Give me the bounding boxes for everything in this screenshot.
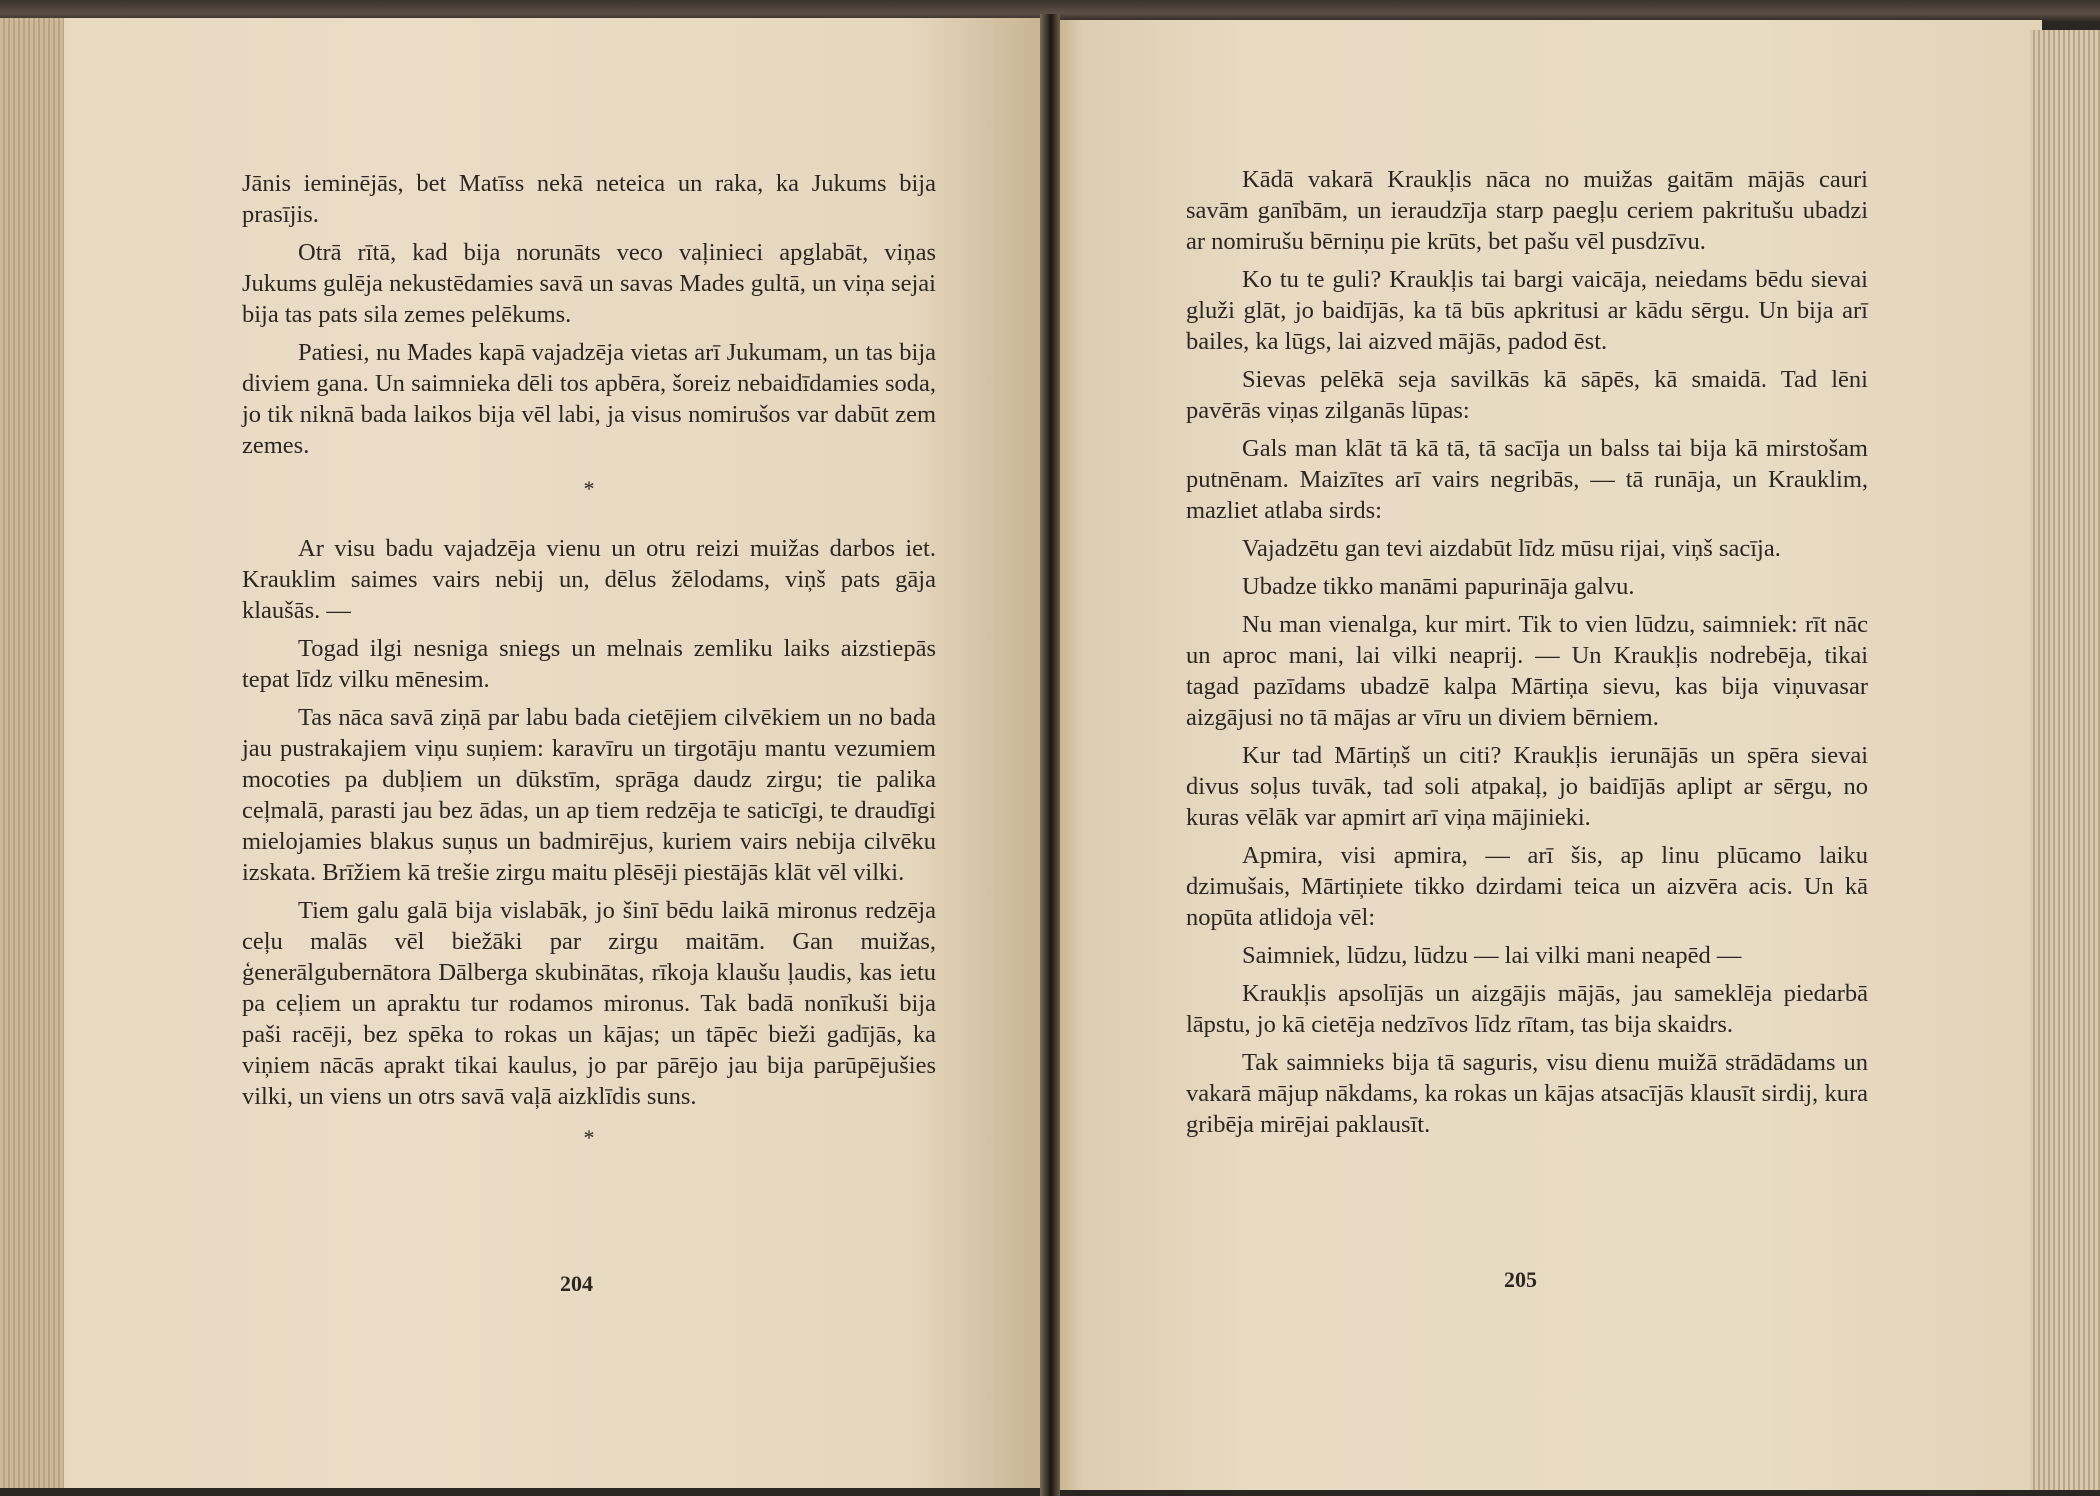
right-page-edges [2030, 30, 2100, 1490]
page-number-left: 204 [560, 1271, 593, 1296]
paragraph: Ar visu badu vajadzēja vienu un otru reizi muižas darbos iet. Krauklim saimes vairs nebij un, dēlus žēlodams, viņš pats gāja klaušās. — [242, 535, 936, 624]
paragraph: Kur tad Mārtiņš un citi? Kraukļis ierunājās un spēra sievai divus soļus tuvāk, tad soli atpakaļ, jo baidījās aplipt ar sērgu, no kuras vēlāk var apmirt arī viņa mājinieki. [1186, 742, 1868, 831]
paragraph: Tak saimnieks bija tā saguris, visu dienu muižā strādādams un vakarā mājup nākdams, ka rokas un kājas atsacījās klausīt sirdij, kura gribēja mirējai paklausīt. [1186, 1049, 1868, 1138]
paragraph: Apmira, visi apmira, — arī šis, ap linu plūcamo laiku dzimušais, Mārtiņiete tikko dzirdami teica un aizvēra acis. Un kā nopūta atlidoja vēl: [1186, 842, 1868, 931]
paragraph: Sievas pelēkā seja savilkās kā sāpēs, kā smaidā. Tad lēni pavērās viņas zilganās lūpas: [1186, 366, 1868, 424]
left-page-edges [0, 18, 64, 1488]
paragraph: Vajadzētu gan tevi aizdabūt līdz mūsu rijai, viņš sacīja. [1242, 535, 1781, 562]
paragraph: Ubadze tikko manāmi papurināja galvu. [1242, 573, 1635, 600]
paragraph: Togad ilgi nesniga sniegs un melnais zemliku laiks aizstiepās tepat līdz vilku mēnesim. [242, 635, 936, 693]
paragraph: Tas nāca savā ziņā par labu bada cietējiem cilvēkiem un no bada jau pustrakajiem viņu suņiem: karavīru un tirgotāju mantu vezumiem mocoties pa dubļiem un dūkstīm, sprāga daudz zirgu; tie palika ceļmalā, parasti jau bez ādas, un ap tiem redzēja te saticīgi, te draudīgi mielojamies blakus suņus un badmirējus, kuriem vairs nebija cilvēku izskata. Brīžiem kā trešie zirgu maitu plēsēji piestājās klāt vēl vilki. [242, 704, 936, 886]
paragraph: Saimniek, lūdzu, lūdzu — lai vilki mani neapēd — [1242, 942, 1742, 969]
paragraph: Nu man vienalga, kur mirt. Tik to vien lūdzu, saimniek: rīt nāc un aproc mani, lai vilki neaprij. — Un Kraukļis nodrebēja, tikai tagad pazīdams ubadzē kalpa Mārtiņa sievu, kas bija viņuvasar aizgājusi no tā mājas ar vīru un diviem bērniem. [1186, 611, 1868, 731]
left-page-text [242, 168, 936, 1182]
paragraph: Kādā vakarā Kraukļis nāca no muižas gaitām mājās cauri savām ganībām, un ieraudzīja starp paegļu ceriem pakritušu ubadzi ar nomirušu bērniņu pie krūts, bet pašu vēl pusdzīvu. [1186, 166, 1868, 255]
paragraph: Jānis ieminējās, bet Matīss nekā neteica un raka, ka Jukums bija prasījis. [242, 170, 936, 228]
right-page-text [1186, 164, 1868, 1147]
page-number-right: 205 [1504, 1267, 1537, 1292]
paragraph: Tiem galu galā bija vislabāk, jo šinī bēdu laikā mironus redzēja ceļu malās vēl biežāki par zirgu maitām. Gan muižas, ģenerālgubernātora Dālberga skubinātas, rīkoja klaušu ļaudis, kas ietu pa ceļiem un apraktu tur rodamos mironus. Tak badā nonīkuši bija paši racēji, bez spēka to rokas un kājas; un tāpēc bieži gadījās, ka viņiem nācās aprakt tikai kaulus, jo par pārējo jau bija parūpējušies vilki, un viens un otrs savā vaļā aizklīdis suns. [242, 897, 936, 1110]
paragraph: Patiesi, nu Mades kapā vajadzēja vietas arī Jukumam, un tas bija diviem gana. Un saimnieka dēli tos apbēra, šoreiz nebaidīdamies soda, jo tik niknā bada laikos bija vēl labi, ja visus nomirušos var dabūt zem zemes. [242, 339, 936, 459]
paragraph: Otrā rītā, kad bija norunāts veco vaļinieci apglabāt, viņas Jukums gulēja nekustēdamies savā un savas Mades gultā, un viņa sejai bija tas pats sila zemes pelēkums. [242, 239, 936, 328]
paragraph: Gals man klāt tā kā tā, tā sacīja un balss tai bija kā mirstošam putnēnam. Maizītes arī vairs negribās, — tā runāja, un Krauklim, mazliet atlaba sirds: [1186, 435, 1868, 524]
book-gutter [1040, 14, 1060, 1496]
section-separator: * [583, 1125, 595, 1150]
paragraph: Ko tu te guli? Kraukļis tai bargi vaicāja, neiedams bēdu sievai gluži glāt, jo baidījās, ka tā būs apkritusi ar kādu sērgu. Un bija arī bailes, ka lūgs, lai aizved mājās, padod ēst. [1186, 266, 1868, 355]
paragraph: Kraukļis apsolījās un aizgājis mājās, jau sameklēja piedarbā lāpstu, jo kā cietēja nedzīvos līdz rītam, tas bija skaidrs. [1186, 980, 1868, 1038]
section-separator: * [583, 476, 595, 501]
